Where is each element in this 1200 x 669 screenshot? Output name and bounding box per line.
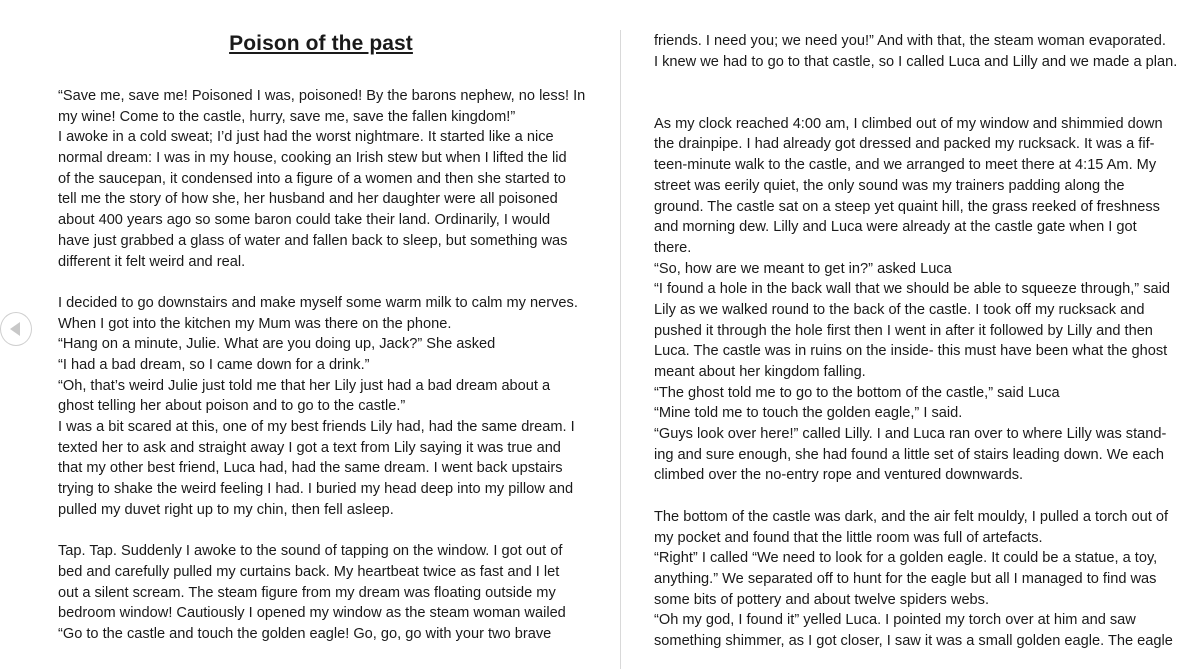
text-line: my pocket and found that the little room was full of artefacts. bbox=[654, 529, 1043, 546]
text-line: “I found a hole in the back wall that we should be able to squeeze through,” said bbox=[654, 281, 1170, 298]
text-line: the drainpipe. I had already got dressed and packed my rucksack. It was a fif- bbox=[654, 136, 1155, 153]
paragraph-gap bbox=[654, 93, 1177, 114]
text-line: As my clock reached 4:00 am, I climbed out of my window and shimmied down bbox=[654, 115, 1163, 132]
text-line: “Right” I called “We need to look for a golden eagle. It could be a statue, a toy, bbox=[654, 550, 1158, 567]
text-line: texted her to ask and straight away I got a text from Lily saying it was true and bbox=[58, 439, 561, 456]
text-line: I was a bit scared at this, one of my best friends Lily had, had the same dream. I bbox=[58, 419, 575, 435]
text-line: teen-minute walk to the castle, and we arranged to meet there at 4:15 Am. My bbox=[654, 157, 1157, 174]
text-line: ghost telling her about poison and to go to the castle.” bbox=[58, 398, 406, 415]
text-line: I awoke in a cold sweat; I’d just had the worst nightmare. It started like a nice bbox=[58, 129, 554, 146]
text-line: “Hang on a minute, Julie. What are you doing up, Jack?” She asked bbox=[58, 336, 496, 353]
text-line: climbed over the no-entry rope and ventured downwards. bbox=[654, 467, 1024, 484]
text-line: different it felt weird and real. bbox=[58, 253, 246, 270]
text-line: “So, how are we meant to get in?” asked Luca bbox=[654, 260, 952, 277]
text-line: street was eerily quiet, the only sound was my trainers padding along the bbox=[654, 177, 1125, 194]
text-line: pulled my duvet right up to my chin, then fell asleep. bbox=[58, 501, 394, 518]
text-line: ground. The castle sat on a steep yet quaint hill, the grass reeked of freshness bbox=[654, 198, 1160, 215]
text-line: pushed it through the hole first then I went in after it followed by Lilly and then bbox=[654, 322, 1153, 339]
right-page-text bbox=[654, 31, 1177, 652]
text-line: “I had a bad dream, so I came down for a drink.” bbox=[58, 356, 370, 373]
text-line: tell me the story of how she, her husband and her daughter were all poisoned bbox=[58, 191, 558, 208]
text-line: bedroom window! Cautiously I opened my window as the steam woman wailed bbox=[58, 605, 566, 622]
text-line: Luca. The castle was in ruins on the inside- this must have been what the ghost bbox=[654, 343, 1168, 360]
text-line: When I got into the kitchen my Mum was there on the phone. bbox=[58, 315, 452, 332]
text-line: “Oh, that’s weird Julie just told me that her Lily just had a bad dream about a bbox=[58, 377, 551, 394]
right-page bbox=[621, 0, 1200, 669]
text-line: trying to shake the weird feeling I had. I buried my head deep into my pillow and bbox=[58, 481, 574, 498]
text-line: of the saucepan, it condensed into a figure of a women and then she started to bbox=[58, 170, 566, 187]
text-line: some bits of pottery and about twelve spiders webs. bbox=[654, 591, 990, 608]
document-title: Poison of the past bbox=[229, 32, 413, 55]
text-line: meant about her kingdom falling. bbox=[654, 364, 866, 380]
text-line: ing and sure enough, she had found a little set of stairs leading down. We each bbox=[654, 446, 1165, 463]
text-line: I decided to go downstairs and make myself some warm milk to calm my nerves. bbox=[58, 294, 578, 311]
previous-page-arrow-icon bbox=[10, 322, 20, 336]
text-line: friends. I need you; we need you!” And with that, the steam woman evaporated. bbox=[654, 33, 1166, 49]
text-line: out a silent scream. The steam figure from my dream was floating outside my bbox=[58, 584, 556, 601]
paragraph-gap bbox=[654, 72, 1177, 93]
text-line: normal dream: I was in my house, cooking an Irish stew but when I lifted the lid bbox=[58, 150, 567, 167]
text-line: have just grabbed a glass of water and fallen back to sleep, but something was bbox=[58, 232, 568, 249]
text-line: Tap. Tap. Suddenly I awoke to the sound of tapping on the window. I got out of bbox=[58, 543, 563, 560]
text-line: “Guys look over here!” called Lilly. I and Luca ran over to where Lilly was stand- bbox=[654, 426, 1167, 443]
text-line: there. bbox=[654, 239, 692, 256]
text-line: “The ghost told me to go to the bottom of the castle,” said Luca bbox=[654, 384, 1060, 401]
text-line: “Go to the castle and touch the golden eagle! Go, go, go with your two brave bbox=[58, 625, 552, 642]
text-line: “Mine told me to touch the golden eagle,” I said. bbox=[654, 405, 963, 422]
text-line: that my other best friend, Luca had, had the same dream. I went back upstairs bbox=[58, 460, 563, 477]
text-line: Lily as we walked round to the back of the castle. I took off my rucksack and bbox=[654, 301, 1145, 318]
text-line: anything.” We separated off to hunt for the eagle but all I managed to find was bbox=[654, 570, 1157, 587]
text-line: about 400 years ago so some baron could take their land. Ordinarily, I would bbox=[58, 212, 551, 229]
left-page-text bbox=[58, 86, 585, 645]
text-line: and morning dew. Lilly and Luca were already at the castle gate when I got bbox=[654, 219, 1137, 236]
paragraph-gap bbox=[654, 486, 1177, 507]
text-line: The bottom of the castle was dark, and the air felt mouldy, I pulled a torch out of bbox=[654, 508, 1169, 525]
text-line: I knew we had to go to that castle, so I called Luca and Lilly and we made a plan. bbox=[654, 53, 1178, 70]
text-line: my wine! Come to the castle, hurry, save me, save the fallen kingdom!” bbox=[58, 108, 516, 125]
text-line: “Save me, save me! Poisoned I was, poisoned! By the barons nephew, no less! In bbox=[58, 88, 586, 104]
chevron-left-circle-icon[interactable] bbox=[0, 312, 32, 346]
paragraph-gap bbox=[58, 272, 585, 293]
paragraph-gap bbox=[58, 520, 585, 541]
text-line: “Oh my god, I found it” yelled Luca. I pointed my torch over at him and saw bbox=[654, 612, 1136, 629]
text-line: something shimmer, as I got closer, I saw it was a small golden eagle. The eagle bbox=[654, 632, 1173, 649]
text-line: bed and carefully pulled my curtains back. My heartbeat twice as fast and I let bbox=[58, 563, 560, 580]
